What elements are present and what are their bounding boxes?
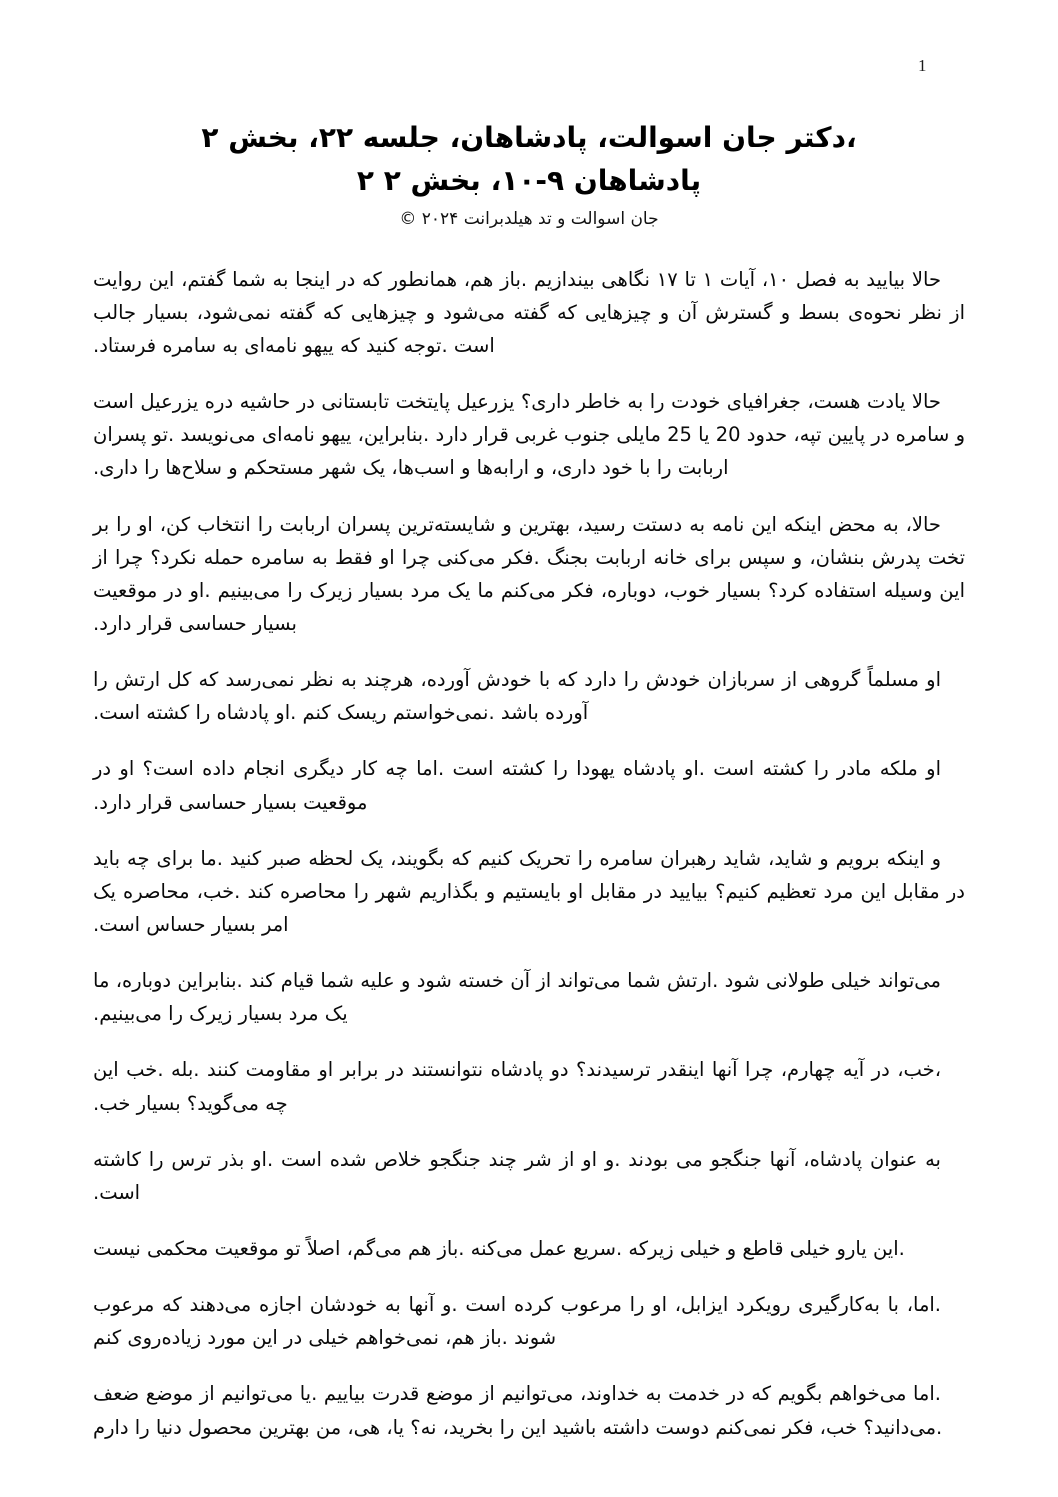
paragraph-10: .این یارو خیلی قاطع و خیلی زیرکه .سریع عمل می‌کنه .باز هم می‌گم، اصلاً تو موقعیت محکمی نیست	[93, 1237, 905, 1261]
page-number: 1	[918, 56, 927, 75]
paragraph-12: .اما می‌خواهم بگویم که در خدمت به خداوند، می‌توانیم از موضع قدرت بیاییم .یا می‌توانیم از موضع ضعف .می‌دانید؟ خب، فکر نمی‌کنم دوست داشته باشید این را بخرید، نه؟ یا، هی، من بهترین محصول دنیا را دارم	[93, 1382, 943, 1439]
paragraph-9: به عنوان پادشاه، آنها جنگجو می بودند .و او از شر چند جنگجو خلاص شده است .او بذر ترس را کاشته است.	[93, 1147, 941, 1204]
copyright-line: جان اسوالت و تد هیلدبرانت ۲۰۲۴ ©	[399, 208, 659, 229]
paragraph-5: او ملکه مادر را کشته است .او پادشاه یهودا را کشته است .اما چه کار دیگری انجام داده است؟ او در موقعیت بسیار حساسی قرار دارد.	[93, 757, 941, 814]
paragraph-4: او مسلماً گروهی از سربازان خودش را دارد که با خودش آورده، هرچند به نظر نمی‌رسد که کل ارتش را آورده باشد .نمی‌خواستم ریسک کنم .او پادشاه را کشته است.	[93, 668, 941, 725]
document-body	[93, 263, 965, 1444]
paragraph-11: .اما، با به‌کارگیری رویکرد ایزابل، او را مرعوب کرده است .و آنها به خودشان اجازه می‌دهند که مرعوب شوند .باز هم، نمی‌خواهم خیلی در این مورد زیاده‌روی کنم	[93, 1293, 941, 1350]
paragraph-3: حالا، به محض اینکه این نامه به دستت رسید، بهترین و شایسته‌ترین پسران اربابت را انتخاب کن، او را بر تخت پدرش بنشان، و سپس برای خانه اربابت بجنگ .فکر می‌کنی چرا او فقط به سامره حمله نکرد؟ چرا از این وسیله استفاده کرد؟ بسیار خوب، دوباره، فکر می‌کنم ما یک مرد بسیار زیرک را می‌بینیم .او در موقعیت بسیار حساسی قرار دارد.	[93, 512, 965, 636]
paragraph-2: حالا یادت هست، جغرافیای خودت را به خاطر داری؟ یزرعیل پایتخت تابستانی در حاشیه دره یزرعیل است و سامره در پایین تپه، حدود 20 یا 25 مایلی جنوب غربی قرار دارد .بنابراین، ییهو نامه‌ای می‌نویسد .تو پسران اربابت را با خود داری، و ارابه‌ها و اسب‌ها، یک شهر مستحکم و سلاح‌ها را داری.	[93, 390, 965, 480]
document-title-line1: ،دکتر جان اسوالت، پادشاهان، جلسه ۲۲، بخش ۲	[201, 121, 857, 154]
paragraph-8: ،خب، در آیه چهارم، چرا آنها اینقدر ترسیدند؟ دو پادشاه نتوانستند در برابر او مقاومت کنند .بله .خب این چه می‌گوید؟ بسیار خب.	[93, 1058, 941, 1115]
paragraph-6: و اینکه برویم و شاید، شاید رهبران سامره را تحریک کنیم که بگویند، یک لحظه صبر کنید .ما برای چه باید در مقابل این مرد تعظیم کنیم؟ بیایید در مقابل او بایستیم و بگذاریم شهر را محاصره کند .خب، محاصره یک امر بسیار حساس است.	[93, 846, 965, 937]
document-title-line2: پادشاهان ۹-۱۰، بخش ۲ ۲	[356, 164, 702, 198]
paragraph-1: حالا بیایید به فصل ۱۰، آیات ۱ تا ۱۷ نگاهی بیندازیم .باز هم، همانطور که در اینجا به شما گفتم، این روایت از نظر نحوه‌ی بسط و گسترش آن و چیزهایی که گفته می‌شود و چیزهایی که گفته نمی‌شود، بسیار جالب است .توجه کنید که ییهو نامه‌ای به سامره فرستاد.	[93, 267, 965, 358]
document-header	[0, 0, 1058, 229]
paragraph-7: می‌تواند خیلی طولانی شود .ارتش شما می‌تواند از آن خسته شود و علیه شما قیام کند .بنابراین دوباره، ما یک مرد بسیار زیرک را می‌بینیم.	[93, 969, 941, 1026]
